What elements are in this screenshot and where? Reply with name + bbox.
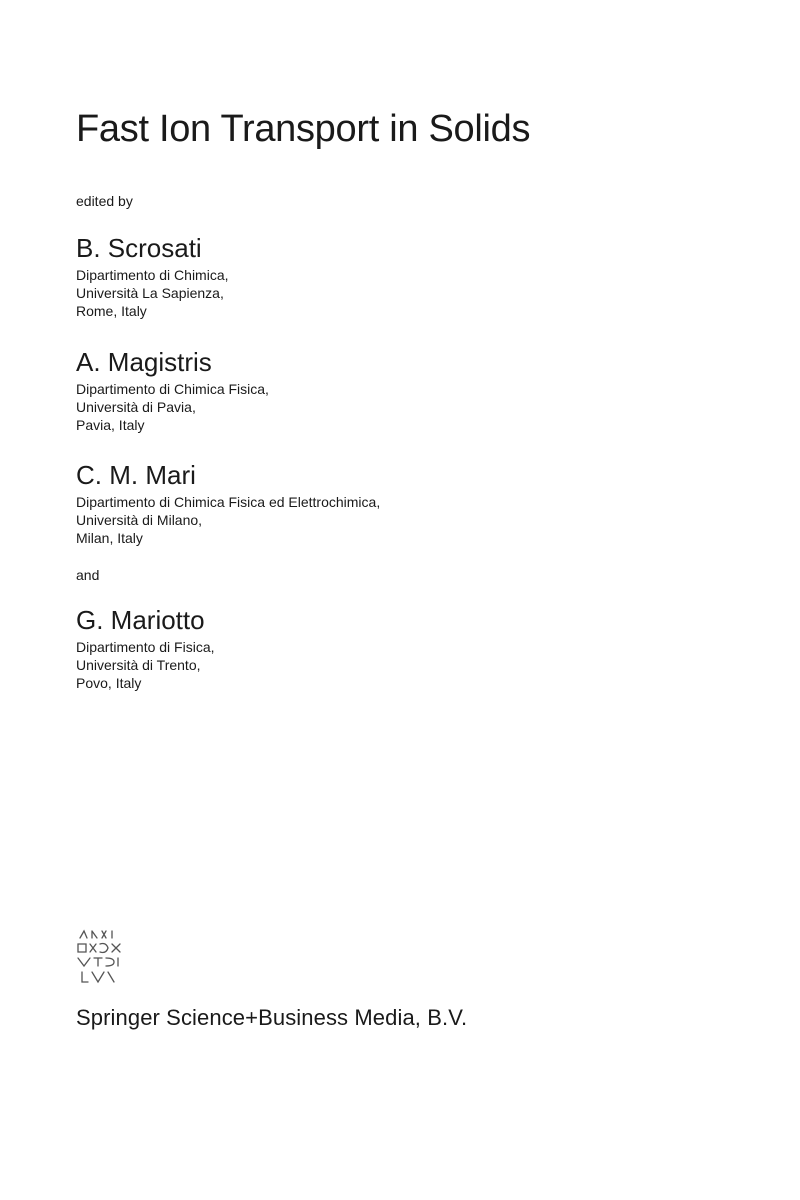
affiliation-line: Dipartimento di Chimica, xyxy=(76,267,229,283)
editor-name: B. Scrosati xyxy=(76,233,202,263)
affiliation-line: Rome, Italy xyxy=(76,303,147,319)
editor-block xyxy=(76,232,676,320)
edited-by-label: edited by xyxy=(76,193,133,209)
affiliation-line: Dipartimento di Fisica, xyxy=(76,639,215,655)
editor-affiliation xyxy=(76,266,676,320)
affiliation-line: Dipartimento di Chimica Fisica, xyxy=(76,381,269,397)
editor-name: G. Mariotto xyxy=(76,605,205,635)
affiliation-line: Dipartimento di Chimica Fisica ed Elettrochimica, xyxy=(76,494,381,510)
affiliation-line: Università La Sapienza, xyxy=(76,285,224,301)
affiliation-line: Università di Milano, xyxy=(76,512,203,528)
editor-name: A. Magistris xyxy=(76,347,212,377)
affiliation-line: Milan, Italy xyxy=(76,530,143,546)
editor-block xyxy=(76,459,676,547)
and-label: and xyxy=(76,567,100,583)
publisher-name: Springer Science+Business Media, B.V. xyxy=(76,1005,468,1030)
editor-affiliation xyxy=(76,638,676,692)
affiliation-line: Pavia, Italy xyxy=(76,417,145,433)
editor-block xyxy=(76,604,676,692)
editor-affiliation xyxy=(76,493,676,547)
editor-affiliation xyxy=(76,380,676,434)
book-title: Fast Ion Transport in Solids xyxy=(76,108,531,150)
editor-block xyxy=(76,346,676,434)
springer-logo-icon xyxy=(74,928,124,984)
affiliation-line: Università di Pavia, xyxy=(76,399,196,415)
editor-name: C. M. Mari xyxy=(76,460,196,490)
affiliation-line: Università di Trento, xyxy=(76,657,201,673)
affiliation-line: Povo, Italy xyxy=(76,675,142,691)
